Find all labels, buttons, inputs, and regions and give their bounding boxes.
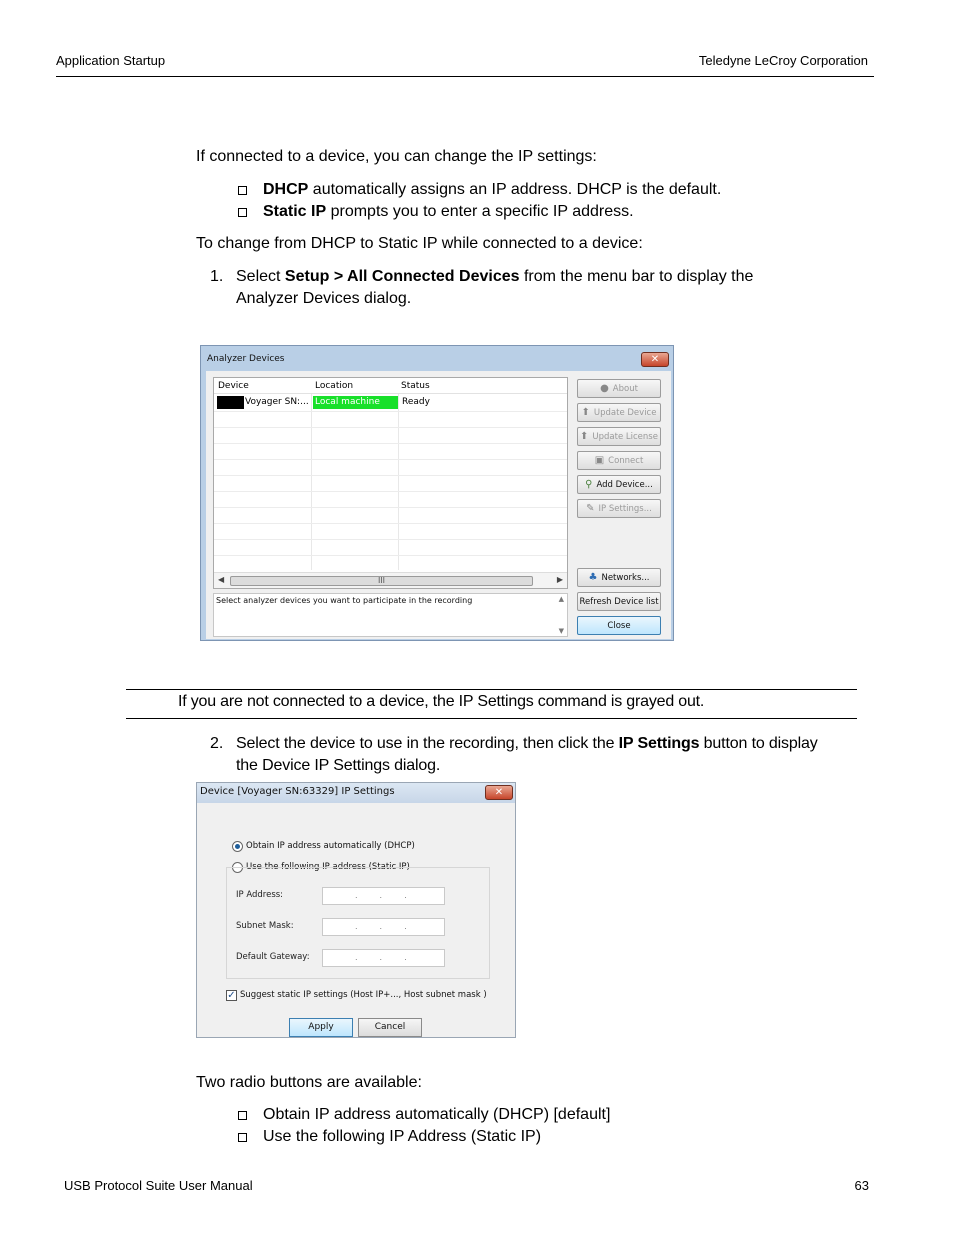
subnet-mask-field[interactable]: ... [322, 918, 445, 936]
about-button[interactable] [577, 379, 661, 398]
bullet-static-ip [238, 201, 634, 223]
connect-label: Connect [608, 455, 644, 466]
scroll-down-icon[interactable]: ▼ [558, 627, 564, 635]
table-row[interactable] [214, 395, 567, 411]
location-cell: Local machine [313, 396, 398, 409]
dialog-title: Analyzer Devices [207, 354, 285, 364]
default-gateway-field[interactable]: ... [322, 949, 445, 967]
device-checkbox[interactable] [217, 396, 244, 409]
apply-button[interactable]: Apply [289, 1018, 353, 1037]
ip-settings-button[interactable] [577, 499, 661, 518]
change-intro: To change from DHCP to Static IP while connected to a device: [196, 235, 643, 252]
add-device-button[interactable] [577, 475, 661, 494]
dialog-titlebar [197, 783, 515, 803]
close-button[interactable]: Close [577, 616, 661, 635]
network-icon: ♣ [588, 572, 598, 583]
step-1-bold: Setup > All Connected Devices [284, 268, 520, 285]
bullet-text: Use the following IP Address (Static IP) [263, 1128, 542, 1145]
update-license-icon: ⬆ [580, 431, 589, 442]
note-text: If you are not connected to a device, the IP Settings command is grayed out. [178, 693, 705, 710]
bullet-box-icon [238, 186, 247, 195]
update-device-icon: ⬆ [581, 407, 590, 418]
about-label: About [612, 383, 638, 394]
ip-settings-label: IP Settings... [598, 503, 652, 514]
scroll-up-icon[interactable]: ▲ [558, 595, 564, 603]
device-table [213, 377, 568, 589]
step-2-pre: Select the device to use in the recording, then click the [236, 735, 619, 752]
networks-label: Networks... [601, 572, 650, 583]
dialog-title: Device [Voyager SN:63329] IP Settings [200, 786, 395, 797]
status-text-box [213, 593, 568, 637]
note-rule-top [126, 689, 857, 690]
bullet-use-following-ip [238, 1126, 541, 1148]
bullet-text: prompts you to enter a specific IP address. [326, 203, 634, 220]
step-1-post: from the menu bar to display the [519, 268, 754, 285]
status-message: Select analyzer devices you want to participate in the recording [216, 596, 473, 605]
connect-button[interactable] [577, 451, 661, 470]
step-2-post: button to display [699, 735, 818, 752]
ip-address-label: IP Address: [236, 890, 284, 900]
ip-address-field[interactable]: ... [322, 887, 445, 905]
header-section-title: Application Startup [56, 53, 166, 68]
bullet-text: automatically assigns an IP address. DHCP is the default. [308, 181, 722, 198]
column-status[interactable]: Status [401, 381, 430, 391]
page-number: 63 [854, 1178, 869, 1193]
update-device-label: Update Device [593, 407, 657, 418]
radio-dhcp[interactable] [232, 841, 243, 852]
column-location[interactable]: Location [315, 381, 354, 391]
step-1-pre: Select [236, 268, 285, 285]
bullet-dhcp [238, 179, 721, 201]
step-1-number: 1. [210, 268, 224, 285]
header-rule [56, 76, 874, 77]
suggest-static-label[interactable]: Suggest static IP settings (Host IP+..., Host subnet mask ) [240, 990, 487, 1000]
add-device-icon: ⚲ [585, 479, 593, 490]
device-cell: Voyager SN:... [245, 397, 309, 407]
add-device-label: Add Device... [596, 479, 653, 490]
bullet-text: Obtain IP address automatically (DHCP) [default] [263, 1106, 611, 1123]
ip-settings-icon: ✎ [586, 503, 595, 514]
step-1-text [236, 266, 753, 310]
scroll-left-icon[interactable]: ◀ [218, 575, 225, 584]
subnet-mask-label: Subnet Mask: [236, 921, 294, 931]
intro-paragraph: If connected to a device, you can change the IP settings: [196, 148, 597, 165]
close-icon[interactable]: ✕ [485, 785, 513, 800]
bullet-bold: DHCP [263, 181, 309, 198]
close-icon[interactable]: ✕ [641, 352, 669, 367]
step-1-line2: Analyzer Devices dialog. [236, 290, 412, 307]
horizontal-scrollbar[interactable] [214, 572, 567, 588]
update-license-label: Update License [592, 431, 658, 442]
status-cell: Ready [402, 397, 430, 407]
scroll-right-icon[interactable]: ▶ [556, 575, 563, 584]
header-company: Teledyne LeCroy Corporation [698, 53, 868, 68]
default-gateway-label: Default Gateway: [236, 952, 310, 962]
footer-manual-title: USB Protocol Suite User Manual [64, 1178, 253, 1193]
bullet-box-icon [238, 1111, 247, 1120]
about-icon: ● [600, 383, 609, 394]
bullet-obtain-ip [238, 1104, 610, 1126]
scroll-thumb[interactable]: III [230, 576, 533, 586]
bullet-bold: Static IP [263, 203, 327, 220]
column-device[interactable]: Device [218, 381, 249, 391]
ip-settings-dialog [196, 782, 516, 1038]
step-2-line2: the Device IP Settings dialog. [236, 757, 441, 774]
suggest-static-checkbox[interactable]: ✓ [227, 990, 236, 1001]
step-2-bold: IP Settings [618, 735, 700, 752]
refresh-device-list-button[interactable]: Refresh Device list [577, 592, 661, 611]
radio-static-label[interactable]: Use the following IP address (Static IP) [246, 862, 410, 872]
analyzer-devices-dialog [200, 345, 674, 641]
radio-dhcp-label[interactable]: Obtain IP address automatically (DHCP) [246, 841, 415, 851]
update-device-button[interactable] [577, 403, 661, 422]
table-header [214, 378, 567, 394]
networks-button[interactable] [577, 568, 661, 587]
update-license-button[interactable] [577, 427, 661, 446]
dialog-client [206, 371, 671, 639]
step-2-text [236, 733, 818, 777]
step-2-number: 2. [210, 735, 224, 752]
radios-intro: Two radio buttons are available: [196, 1074, 422, 1091]
cancel-button[interactable]: Cancel [358, 1018, 422, 1037]
note-rule-bottom [126, 718, 857, 719]
connect-icon: ▣ [594, 455, 605, 466]
bullet-box-icon [238, 1133, 247, 1142]
bullet-box-icon [238, 208, 247, 217]
